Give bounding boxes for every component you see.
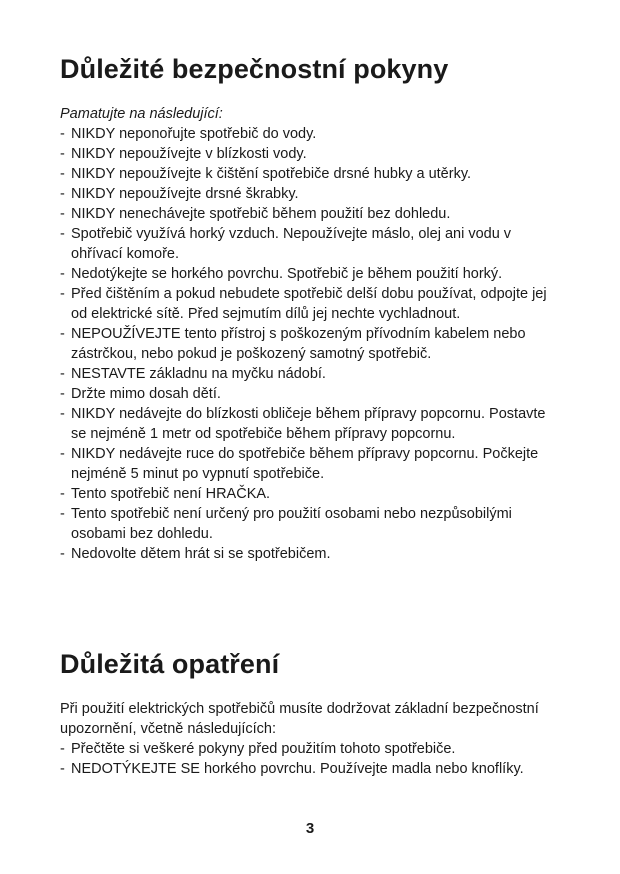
list-item: - NIKDY nepoužívejte k čištění spotřebiče drsné hubky a utěrky. — [60, 164, 560, 184]
safety-list — [60, 124, 560, 564]
list-item: - NEPOUŽÍVEJTE tento přístroj s poškozeným přívodním kabelem nebo zástrčkou, nebo pokud je poškozený samotný spotřebič. — [60, 324, 560, 364]
list-item: - NEDOTÝKEJTE SE horkého povrchu. Používejte madla nebo knoflíky. — [60, 759, 560, 779]
list-item: - Přečtěte si veškeré pokyny před použitím tohoto spotřebiče. — [60, 739, 560, 759]
section-title-safety: Důležité bezpečnostní pokyny — [60, 54, 449, 84]
list-item: - Nedovolte dětem hrát si se spotřebičem. — [60, 544, 560, 564]
list-item: - Držte mimo dosah dětí. — [60, 384, 560, 404]
list-item: - Tento spotřebič není HRAČKA. — [60, 484, 560, 504]
list-item: - NIKDY nedávejte do blízkosti obličeje během přípravy popcornu. Postavte se nejméně 1 metr od spotřebiče během přípravy popcornu. — [60, 404, 560, 444]
list-item: - NESTAVTE základnu na myčku nádobí. — [60, 364, 560, 384]
list-item: - NIKDY nepoužívejte v blízkosti vody. — [60, 144, 560, 164]
list-item: - Spotřebič využívá horký vzduch. Nepoužívejte máslo, olej ani vodu v ohřívací komoře. — [60, 224, 560, 264]
list-item: - Nedotýkejte se horkého povrchu. Spotřebič je během použití horký. — [60, 264, 560, 284]
list-item: - NIKDY nepoužívejte drsné škrabky. — [60, 184, 560, 204]
safety-intro: Pamatujte na následující: — [60, 106, 223, 122]
page-number: 3 — [305, 820, 315, 837]
list-item: - Tento spotřebič není určený pro použití osobami nebo nezpůsobilými osobami bez dohledu. — [60, 504, 560, 544]
list-item: - NIKDY neponořujte spotřebič do vody. — [60, 124, 560, 144]
precautions-list — [60, 739, 560, 779]
list-item: - NIKDY nenechávejte spotřebič během použití bez dohledu. — [60, 204, 560, 224]
list-item: - Před čištěním a pokud nebudete spotřebič delší dobu používat, odpojte jej od elektrické sítě. Před sejmutím dílů jej nechte vychladnout. — [60, 284, 560, 324]
section-title-precautions: Důležitá opatření — [60, 649, 280, 679]
precautions-intro: Při použití elektrických spotřebičů musíte dodržovat základní bezpečnostní upozornění, včetně následujících: — [60, 701, 539, 737]
list-item: - NIKDY nedávejte ruce do spotřebiče během přípravy popcornu. Počkejte nejméně 5 minut po vypnutí spotřebiče. — [60, 444, 560, 484]
